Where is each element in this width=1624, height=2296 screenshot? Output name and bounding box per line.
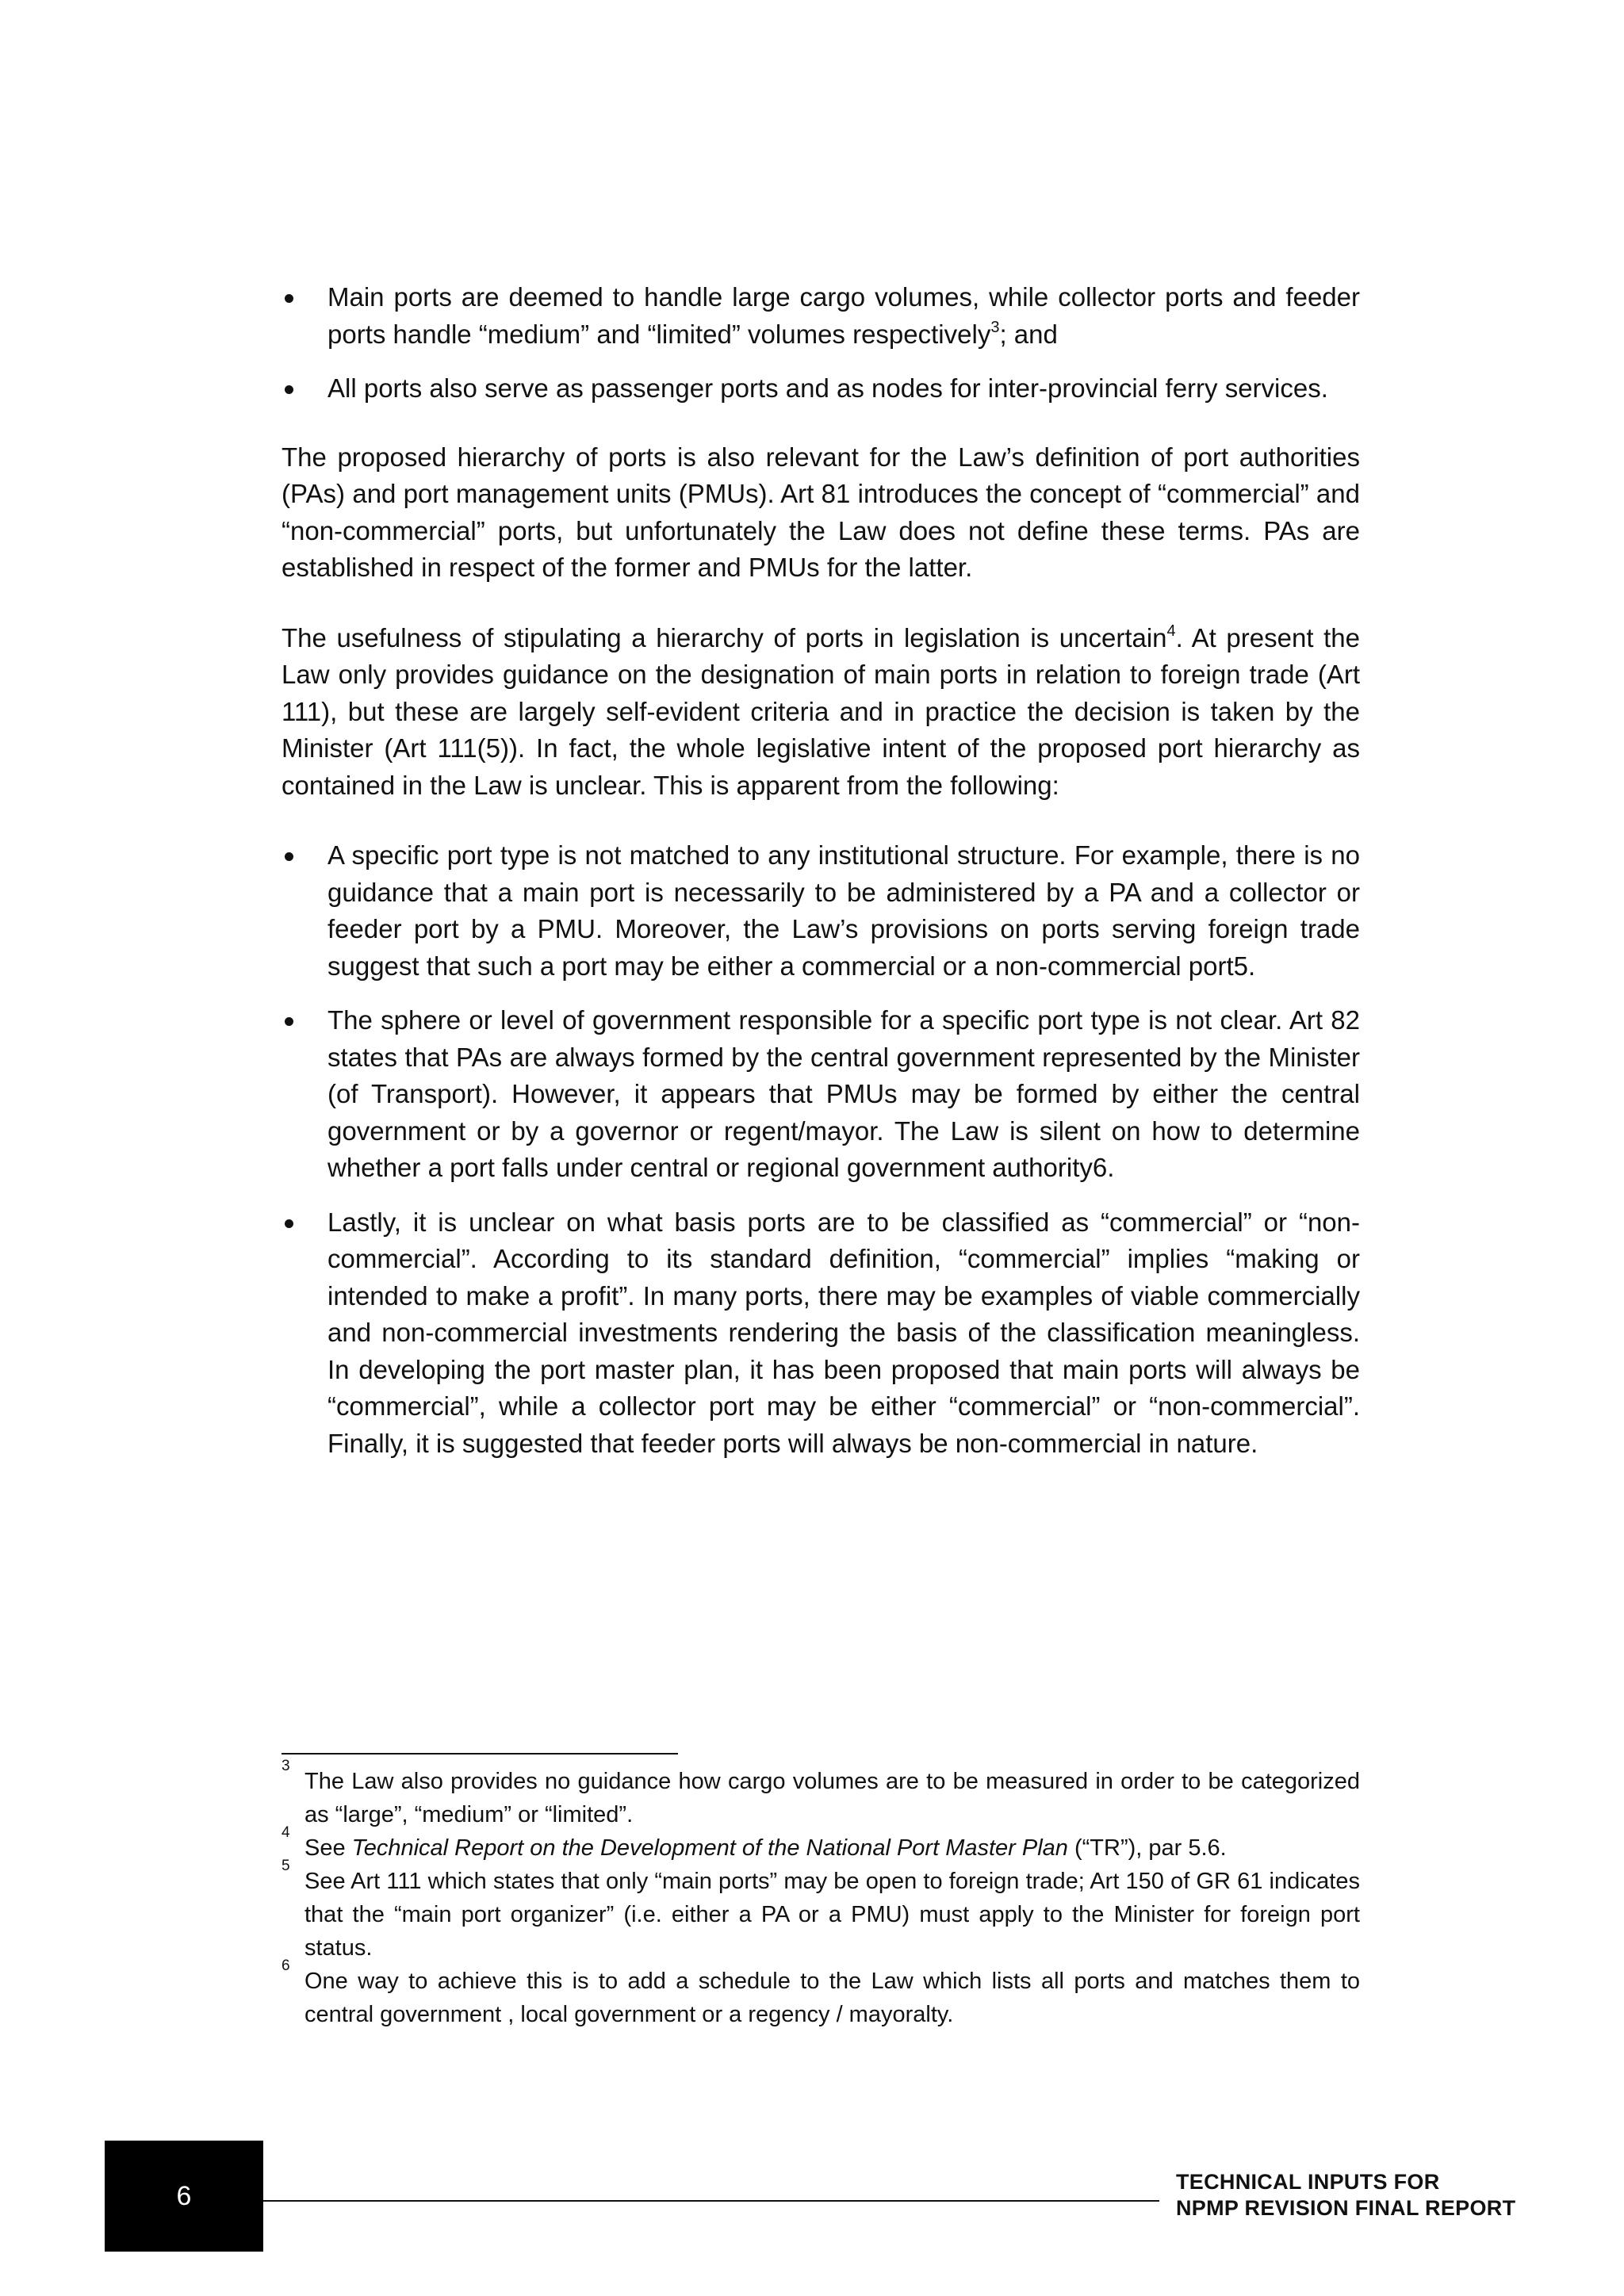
bullet-icon: [285, 1219, 293, 1228]
footnote-number: 6: [282, 1957, 290, 1974]
footer-title-line-1: TECHNICAL INPUTS FOR: [1176, 2170, 1440, 2194]
list-item: [282, 279, 1360, 353]
bullet-icon: [285, 294, 293, 303]
paragraph-text: The usefulness of stipulating a hierarchy of ports in legislation is uncertain: [282, 622, 1167, 652]
paragraph-text-end: . At present the Law only provides guidance on the designation of main ports in relation to foreign trade (Art 111), but these are largely self-evident criteria and in practice the decision is taken by the Minister (Art 111(5)). In fact, the whole legislative intent of the proposed port hierarchy as contained in the Law is unclear. This is apparent from the following:: [282, 622, 1360, 800]
footnote-number: 4: [282, 1824, 290, 1841]
bullet-text: The sphere or level of government responsible for a specific port type is not clear. Art 82 states that PAs are always formed by the central government represented by the Minister (of Transport). However, it appears that PMUs may be formed by either the central government or by a governor or regent/mayor. The Law is silent on how to determine whether a port falls under central or regional government authority6.: [327, 1005, 1360, 1182]
footnote-ref-3[interactable]: 3: [990, 318, 1000, 336]
footnote-report-title: Technical Report on the Development of the National Port Master Plan: [351, 1835, 1068, 1861]
footnote-5: [282, 1858, 1360, 1965]
footnote-6: [282, 1957, 1360, 2031]
bullet-icon: [285, 385, 293, 394]
footnotes: [282, 1758, 1360, 2031]
list-item: [282, 370, 1360, 408]
bullet-text: Main ports are deemed to handle large cargo volumes, while collector ports and feeder ports handle “medium” and “limited” volumes respectively: [327, 282, 1360, 349]
bullet-icon: [285, 1017, 293, 1026]
bullet-text-end: ; and: [999, 319, 1058, 349]
footer-rule: [263, 2200, 1159, 2202]
footnote-3: [282, 1758, 1360, 1831]
footnote-text: One way to achieve this is to add a schedule to the Law which lists all ports and matches them to central government , local government or a regency / mayoralty.: [304, 1969, 1360, 2027]
footer-title-line-2: NPMP REVISION FINAL REPORT: [1176, 2196, 1516, 2220]
page-number-box: [105, 2141, 263, 2252]
paragraph-hierarchy-uncertain: [282, 620, 1360, 805]
footnote-separator: [282, 1753, 678, 1755]
bullet-text: A specific port type is not matched to any institutional structure. For example, there is no guidance that a main port is necessarily to be administered by a PA and a collector or feeder port by a PMU. Moreover, the Law’s provisions on ports serving foreign trade suggest that such a port may be either a commercial or a non-commercial port5.: [327, 840, 1360, 981]
footnote-text: See Art 111 which states that only “main ports” may be open to foreign trade; Art 150 of GR 61 indicates that the “main port organizer” (i.e. either a PA or a PMU) must apply to the Minister for foreign port status.: [304, 1869, 1360, 1961]
bullet-list-top: [282, 279, 1360, 408]
page-number: 6: [176, 2180, 192, 2211]
list-item: [282, 837, 1360, 985]
footnote-number: 5: [282, 1858, 290, 1874]
footnote-ref-4[interactable]: 4: [1166, 622, 1176, 640]
footnote-number: 3: [282, 1758, 290, 1774]
footer-report-title: [1176, 2169, 1515, 2221]
footnote-text: See: [304, 1835, 352, 1861]
bullet-list-bottom: [282, 837, 1360, 1462]
list-item: [282, 1002, 1360, 1187]
footnote-text: The Law also provides no guidance how cargo volumes are to be measured in order to be categorized as “large”, “medium” or “limited”.: [304, 1769, 1360, 1827]
bullet-text: Lastly, it is unclear on what basis ports are to be classified as “commercial” or “non-commercial”. According to its standard definition, “commercial” implies “making or intended to make a profit”. In many ports, there may be examples of viable commercially and non-commercial investments rendering the basis of the classification meaningless. In developing the port master plan, it has been proposed that main ports will always be “commercial”, while a collector port may be either “commercial” or “non-commercial”. Finally, it is suggested that feeder ports will always be non-commercial in nature.: [327, 1207, 1360, 1458]
footnote-text-end: (“TR”), par 5.6.: [1067, 1835, 1227, 1861]
list-item: [282, 1204, 1360, 1463]
bullet-text: All ports also serve as passenger ports and as nodes for inter-provincial ferry services.: [327, 373, 1328, 403]
footnote-4: [282, 1824, 1360, 1865]
main-content: [282, 279, 1360, 1494]
bullet-icon: [285, 852, 293, 861]
paragraph-port-authorities: The proposed hierarchy of ports is also relevant for the Law’s definition of port authorities (PAs) and port management units (PMUs). Art 81 introduces the concept of “commercial” and “non-commercial” ports, but unfortunately the Law does not define these terms. PAs are established in respect of the former and PMUs for the latter.: [282, 442, 1360, 582]
